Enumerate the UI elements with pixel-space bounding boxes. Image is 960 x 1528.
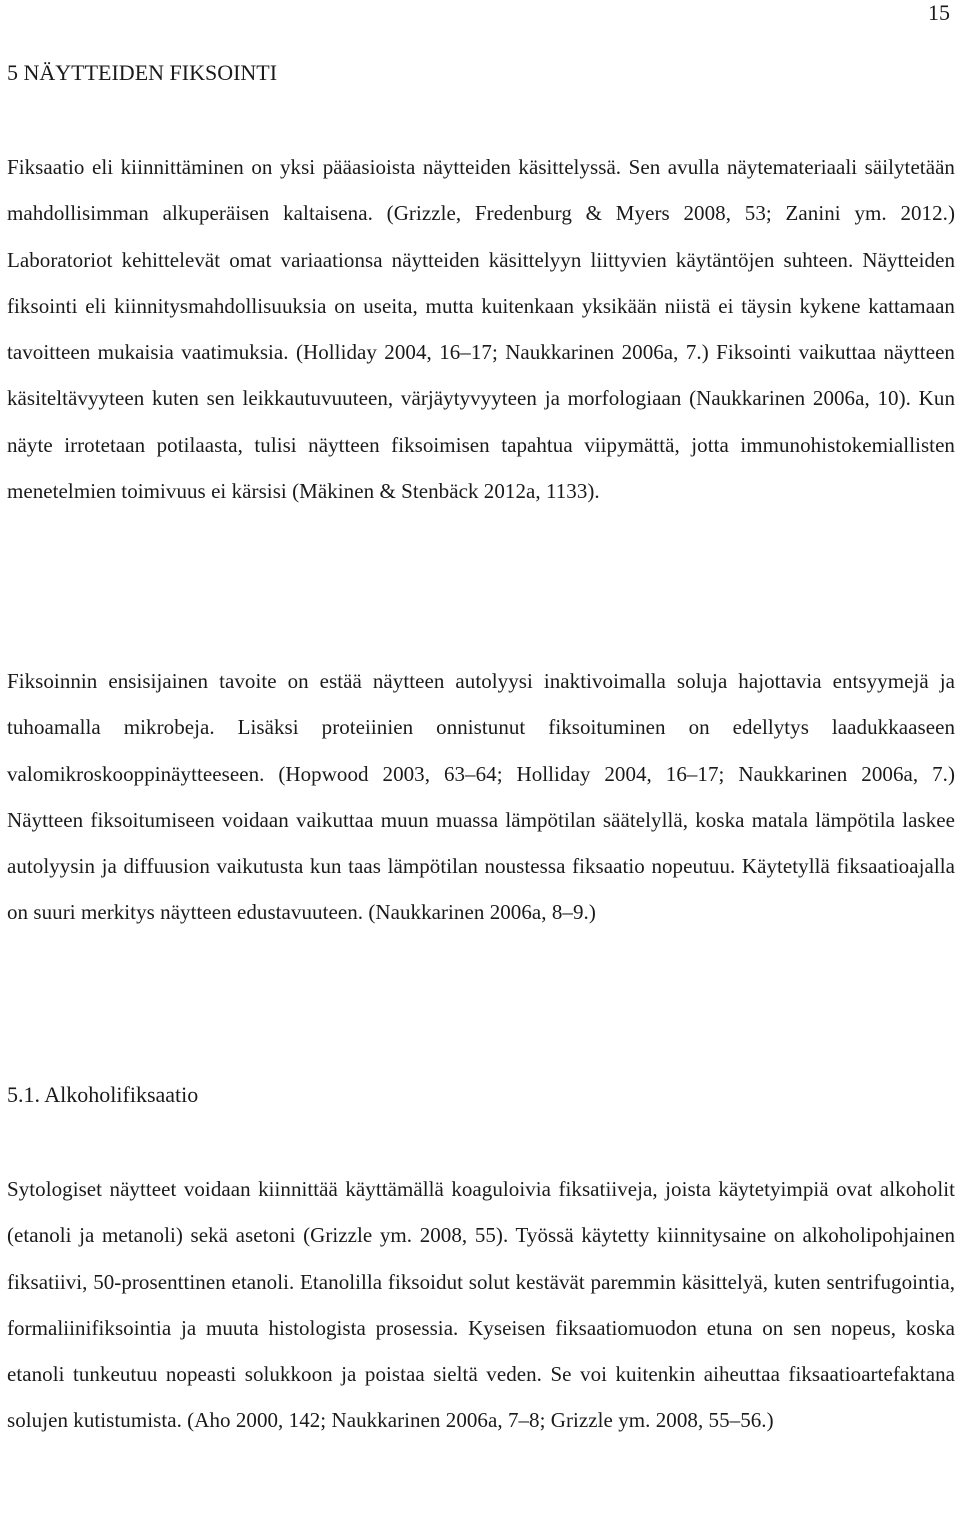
page-number: 15 (928, 0, 950, 25)
body-paragraph: Fiksoinnin ensisijainen tavoite on estää näytteen autolyysi inaktivoimalla soluja hajottavia entsyymejä ja tuhoamalla mikrobeja. Lisäksi proteiinien onnistunut fiksoituminen on edellytys laadukkaaseen valomikroskooppinäytteeseen. (Hopwood 2003, 63–64; Holliday 2004, 16–17; Naukkarinen 2006a, 7.) Näytteen fiksoitumiseen voidaan vaikuttaa muun muassa lämpötilan säätelyllä, koska matala lämpötila laskee autolyysin ja diffuusion vaikutusta kun taas lämpötilan noustessa fiksaatio nopeutuu. Käytetyllä fiksaatioajalla on suuri merkitys näytteen edustavuuteen. (Naukkarinen 2006a, 8–9.) (7, 669, 955, 925)
subsection-heading: 5.1. Alkoholifiksaatio (7, 1082, 199, 1107)
section-heading: 5 NÄYTTEIDEN FIKSOINTI (7, 60, 278, 85)
body-paragraph: Fiksaatio eli kiinnittäminen on yksi pääasioista näytteiden käsittelyssä. Sen avulla näytemateriaali säilytetään mahdollisimman alkuperäisen kaltaisena. (Grizzle, Fredenburg & Myers 2008, 53; Zanini ym. 2012.) Laboratoriot kehittelevät omat variaationsa näytteiden käsittelyyn liittyvien käytäntöjen suhteen. Näytteiden fiksointi eli kiinnitysmahdollisuuksia on useita, mutta kuitenkaan yksikään niistä ei täysin kykene kattamaan tavoitteen mukaisia vaatimuksia. (Holliday 2004, 16–17; Naukkarinen 2006a, 7.) Fiksointi vaikuttaa näytteen käsiteltävyyteen kuten sen leikkautuvuuteen, värjäytyvyyteen ja morfologiaan (Naukkarinen 2006a, 10). Kun näyte irrotetaan potilaasta, tulisi näytteen fiksoimisen tapahtua viipymättä, jotta immunohistokemiallisten menetelmien toimivuus ei kärsisi (Mäkinen & Stenbäck 2012a, 1133). (7, 155, 955, 504)
body-paragraph: Sytologiset näytteet voidaan kiinnittää käyttämällä koaguloivia fiksatiiveja, joista käytetyimpiä ovat alkoholit (etanoli ja metanoli) sekä asetoni (Grizzle ym. 2008, 55). Työssä käytetty kiinnitysaine on alkoholipohjainen fiksatiivi, 50-prosenttinen etanoli. Etanolilla fiksoidut solut kestävät paremmin käsittelyä, kuten sentrifugointia, formaliinifiksointia ja muuta histologista prosessia. Kyseisen fiksaatiomuodon etuna on sen nopeus, koska etanoli tunkeutuu nopeasti solukkoon ja poistaa sieltä veden. Se voi kuitenkin aiheuttaa fiksaatioartefaktana solujen kutistumista. (Aho 2000, 142; Naukkarinen 2006a, 7–8; Grizzle ym. 2008, 55–56.) (7, 1177, 955, 1433)
